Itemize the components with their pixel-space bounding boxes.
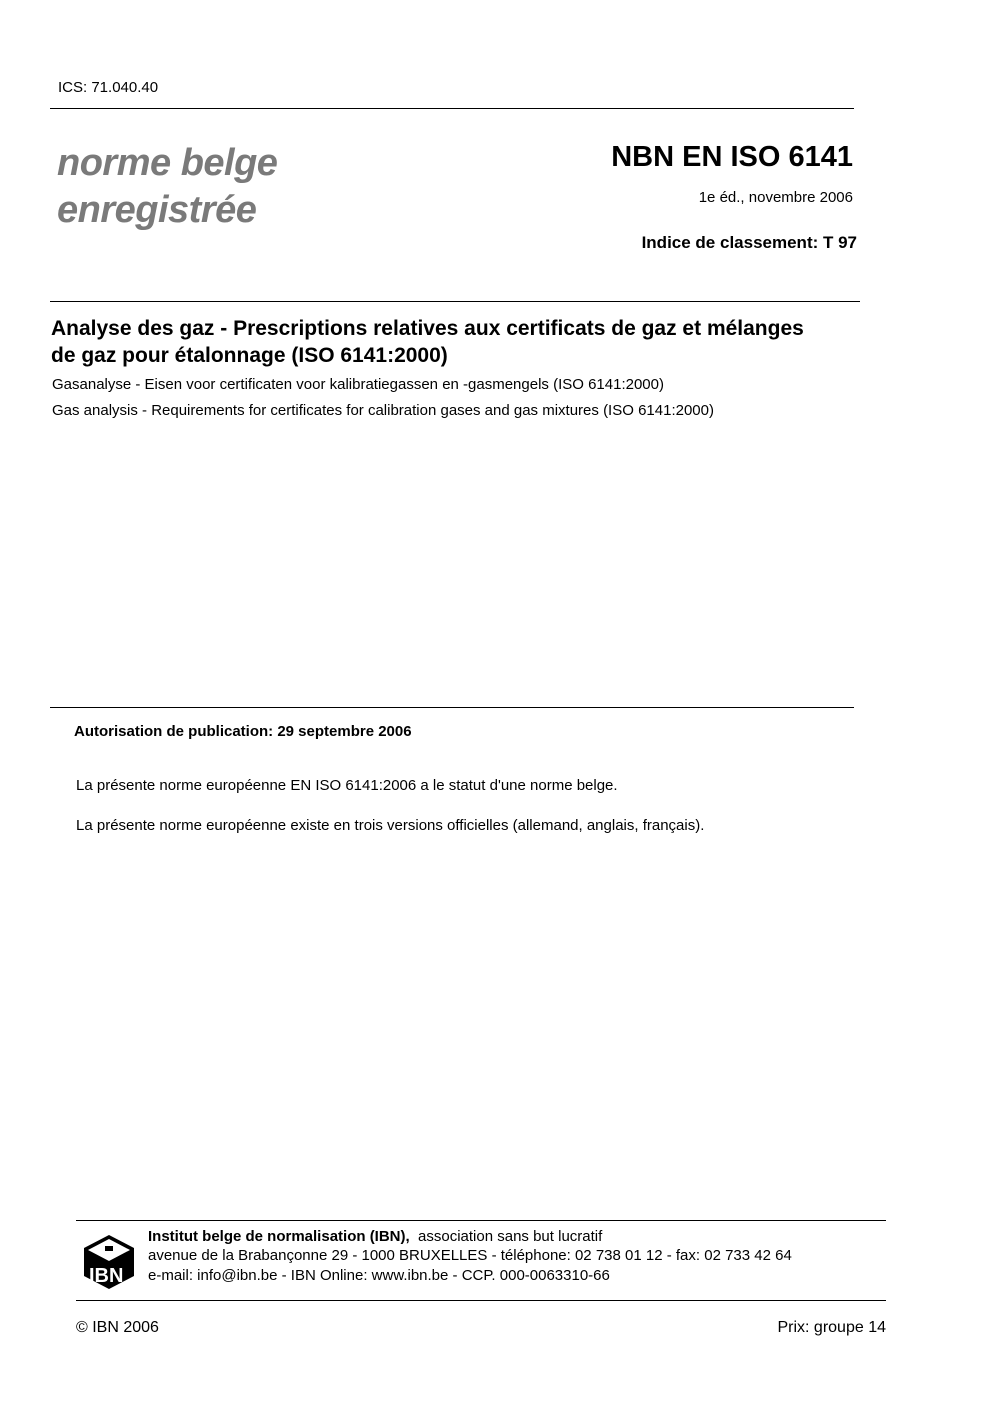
status-paragraph: La présente norme européenne EN ISO 6141:2006 a le statut d'une norme belge. xyxy=(76,777,618,794)
institute-name: Institut belge de normalisation (IBN), xyxy=(148,1228,410,1245)
ics-code: ICS: 71.040.40 xyxy=(58,79,159,96)
brand-line-2: enregistrée xyxy=(57,189,257,231)
versions-paragraph: La présente norme européenne existe en trois versions officielles (allemand, anglais, français). xyxy=(76,817,705,834)
ibn-logo-icon xyxy=(83,1234,135,1290)
title-english: Gas analysis - Requirements for certificates for calibration gases and gas mixtures (ISO 6141:2000) xyxy=(52,402,714,419)
publication-divider xyxy=(50,707,854,708)
footer-bottom-divider xyxy=(76,1300,886,1301)
institute-contact: e-mail: info@ibn.be - IBN Online: www.ibn.be - CCP. 000-0063310-66 xyxy=(148,1267,610,1284)
footer-top-divider xyxy=(76,1220,886,1221)
copyright: © IBN 2006 xyxy=(76,1319,159,1336)
price-group: Prix: groupe 14 xyxy=(777,1319,886,1336)
logo-letters: IBN xyxy=(89,1265,124,1287)
top-divider xyxy=(50,108,854,109)
brand-line-1: norme belge xyxy=(57,142,278,184)
institute-line xyxy=(148,1228,602,1245)
edition-date: 1e éd., novembre 2006 xyxy=(698,189,853,206)
standard-number: NBN EN ISO 6141 xyxy=(611,141,853,173)
title-divider xyxy=(50,301,860,302)
institute-type: association sans but lucratif xyxy=(418,1228,603,1245)
institute-address: avenue de la Brabançonne 29 - 1000 BRUXELLES - téléphone: 02 738 01 12 - fax: 02 733 42 64 xyxy=(148,1247,792,1264)
authorisation-date: Autorisation de publication: 29 septembre 2006 xyxy=(74,723,412,740)
title-french: Analyse des gaz - Prescriptions relatives aux certificats de gaz et mélanges de gaz pour étalonnage (ISO 6141:2000) xyxy=(51,317,804,367)
title-dutch: Gasanalyse - Eisen voor certificaten voor kalibratiegassen en -gasmengels (ISO 6141:2000) xyxy=(52,376,664,393)
classification-index: Indice de classement: T 97 xyxy=(641,233,857,252)
